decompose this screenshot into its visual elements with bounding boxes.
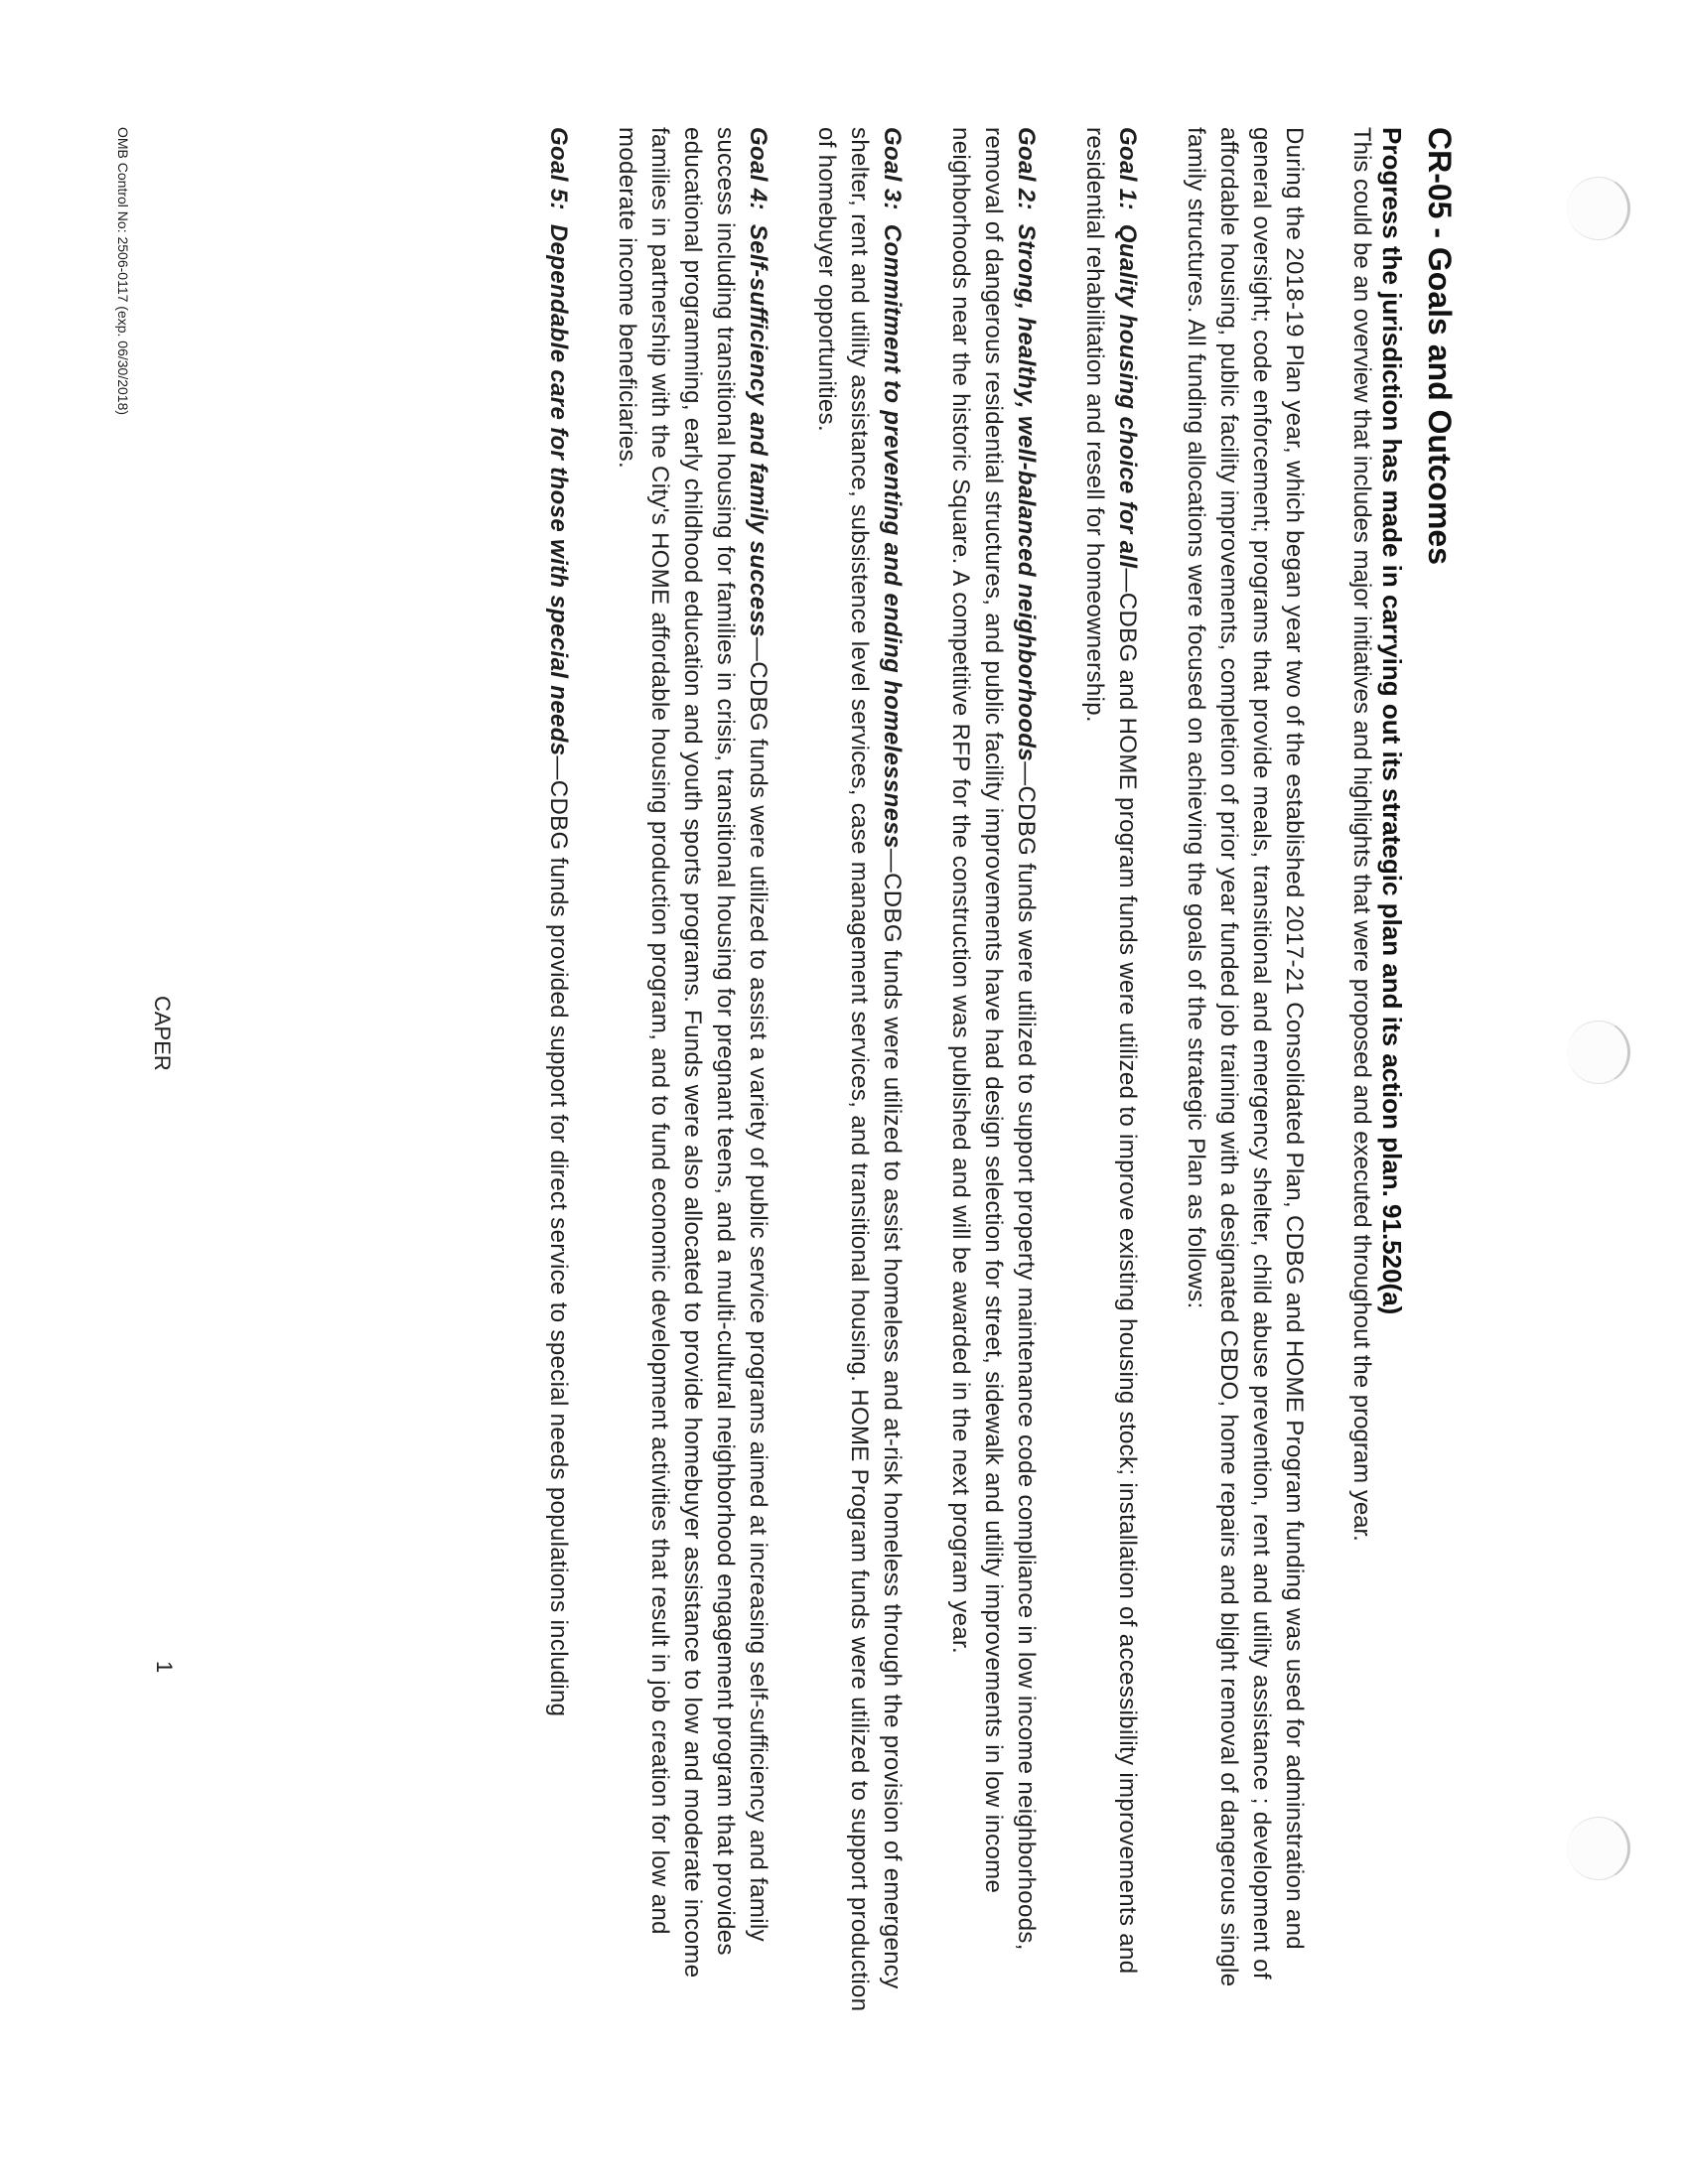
- punch-hole: [1567, 1021, 1630, 1084]
- goal-name: Self-sufficiency and family success: [745, 223, 772, 637]
- goal-text: —CDBG funds were utilized to support property maintenance code compliance in low income neighborhoods, removal of dangerous residential structures, and public facility improvements have had design selection for street, sidewalk and utility improvements in low income neighborhoods near the historic Square. A competitive RFP for the construction was published and will be awarded in the next program year.: [947, 127, 1040, 1951]
- omb-control-number: OMB Control No: 2506-0117 (exp. 06/30/2018): [115, 127, 131, 416]
- section-description: This could be an overview that includes major initiatives and highlights that were proposed and executed throughout the program year.: [1348, 127, 1375, 1542]
- punch-hole: [1567, 177, 1630, 240]
- goal-label: Goal 2:: [1013, 127, 1040, 210]
- goal-5-paragraph: [542, 127, 575, 2013]
- intro-paragraph: During the 2018-19 Plan year, which began year two of the established 2017-21 Consolidated Plan, CDBG and HOME Program funding was used for adminstration and general oversight; code enforcement; programs that provide meals, transitional and emergency shelter, child abuse prevention, rent and utility assistance ; development of affordable housing, public facility improvements, completion of prior year funded job training with a designated CBDO, home repairs and blight removal of dangerous single family structures. All funding allocations were focused on achieving the goals of the strategic Plan as follows:: [1183, 127, 1308, 1987]
- goal-name: Dependable care for those with special needs: [545, 223, 572, 756]
- goal-name: Commitment to preventing and ending homelessness: [879, 223, 906, 849]
- goal-text: —CDBG funds provided support for direct service to special needs populations including: [545, 755, 572, 1717]
- goal-1-paragraph: [1078, 127, 1144, 2013]
- section-subtitle: Progress the jurisdiction has made in carrying out its strategic plan and its action plan. 91.520(a): [1377, 127, 1407, 1315]
- goal-3-paragraph: [810, 127, 909, 2013]
- goal-text: —CDBG and HOME program funds were utilized to improve existing housing stock; installation of accessibility improvements and residential rehabilitation and resell for homeownership.: [1081, 127, 1141, 1975]
- goal-4-paragraph: [611, 127, 774, 2013]
- document-body: [506, 127, 1460, 2013]
- goal-label: Goal 1:: [1114, 127, 1141, 210]
- punch-hole: [1567, 1817, 1630, 1880]
- page-footer: [101, 127, 177, 2013]
- goal-2-paragraph: [944, 127, 1043, 2013]
- goal-name: Strong, healthy, well-balanced neighborhoods: [1013, 223, 1040, 762]
- goal-text: —CDBG funds were utilized to assist a variety of public service programs aimed at increasing self-sufficiency and family success including transitional housing for families in crisis, transitional housing for pregnant teens, and a multi-cultural neighborhood engagement program that provides educational programming, early childhood education and youth sports programs. Funds were also allocated to provide homebuyer assistance to low and moderate income families in partnership with the City's HOME affordable housing production program, and to fund economic development activities that result in job creation for low and moderate income beneficiaries.: [614, 127, 772, 1979]
- section-title: CR-05 - Goals and Outcomes: [1422, 127, 1458, 565]
- goal-text: —CDBG funds were utilized to assist homeless and at-risk homeless through the provision of emergency shelter, rent and utility assistance, subsistence level services, case management services, and transitional housing. HOME Program funds were utilized to support production of homebuyer opportunities.: [813, 127, 906, 2012]
- goal-label: Goal 4:: [745, 127, 772, 210]
- page-number: 1: [152, 1661, 177, 1674]
- goal-label: Goal 5:: [545, 127, 572, 210]
- goal-name: Quality housing choice for all: [1114, 223, 1141, 569]
- goal-label: Goal 3:: [879, 127, 906, 210]
- footer-caper: CAPER: [150, 996, 175, 1071]
